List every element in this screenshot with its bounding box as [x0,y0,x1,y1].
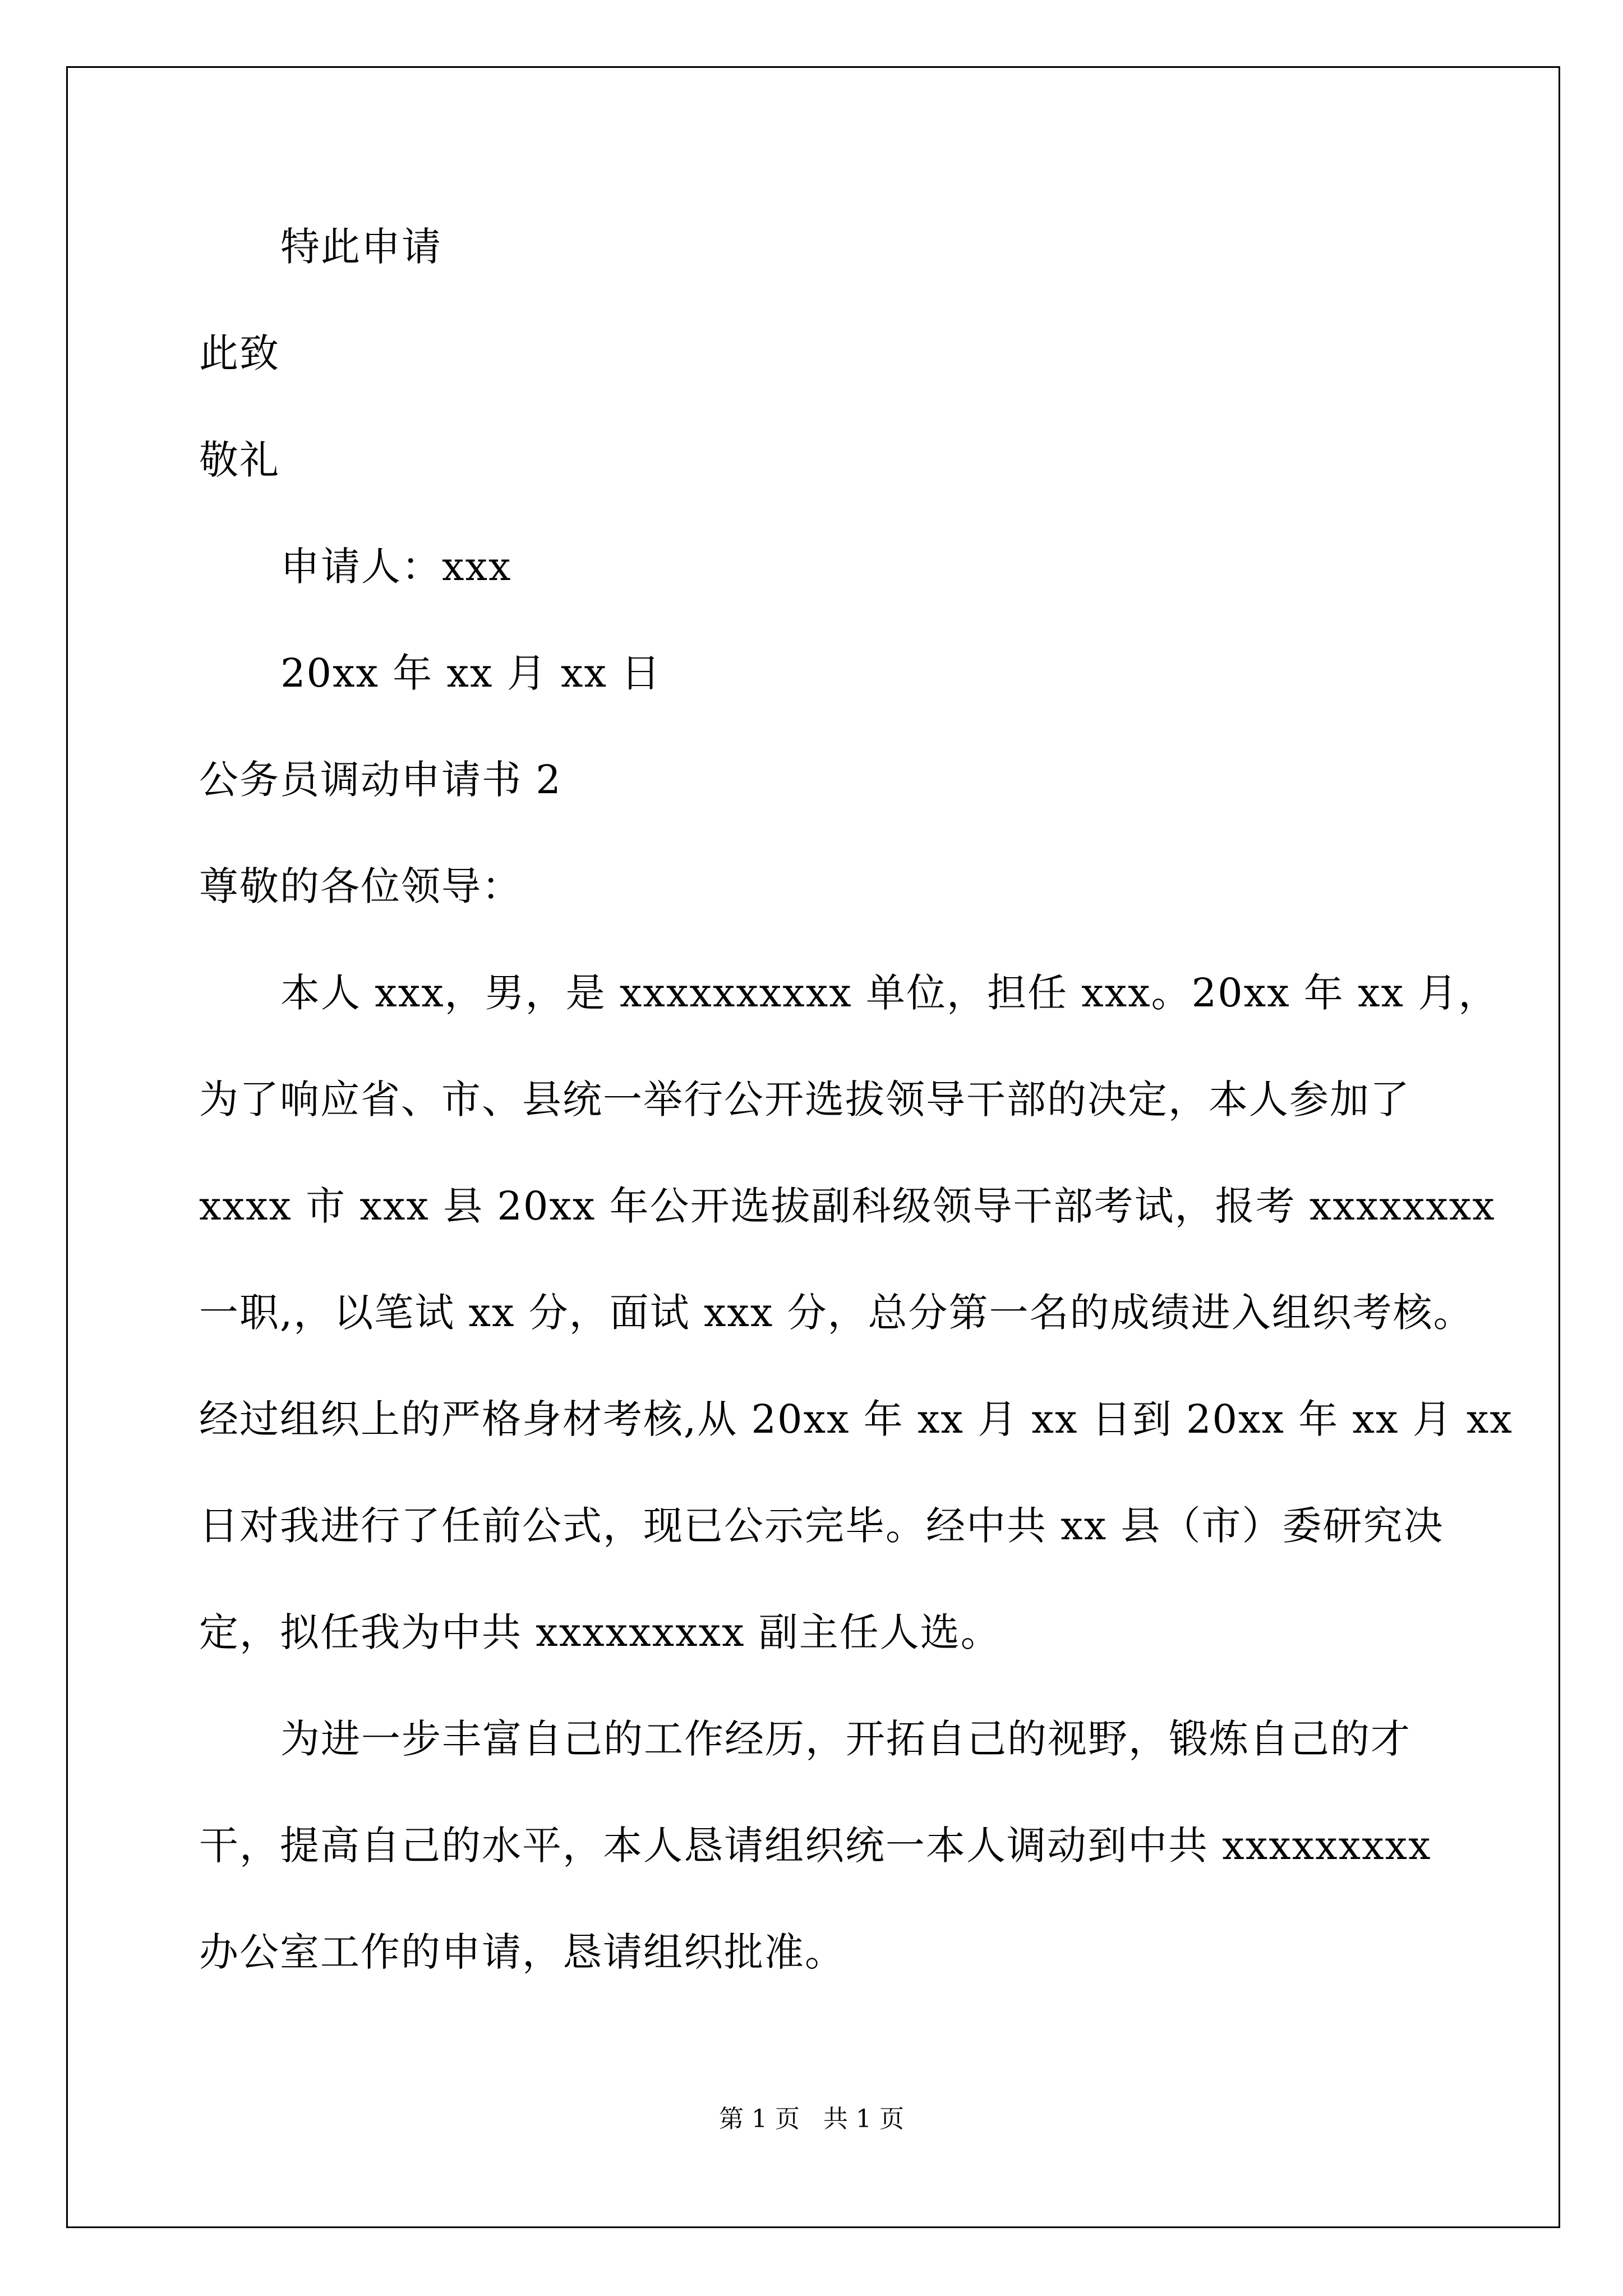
body-paragraph-line: xxxx 市 xxx 县 20xx 年公开选拔副科级领导干部考试，报考 xxxxxxxx [199,1183,1496,1229]
page-frame [66,66,1560,2228]
salutation-line: 此致 [199,330,280,376]
body-paragraph-line: 日对我进行了任前公式，现已公示完毕。经中共 xx 县（市）委研究决 [199,1503,1444,1549]
body-paragraph-line: 本人 xxx，男，是 xxxxxxxxxx 单位，担任 xxx。20xx 年 xx 月， [280,970,1499,1016]
body-paragraph-line: 经过组织上的严格身材考核,从 20xx 年 xx 月 xx 日到 20xx 年 xx 月 xx [199,1396,1513,1442]
page-number-footer: 第 1 页 共 1 页 [719,2105,904,2133]
body-paragraph-line: 定，拟任我为中共 xxxxxxxxx 副主任人选。 [199,1609,1001,1655]
applicant-line: 申请人：xxx [280,544,512,590]
section-heading: 公务员调动申请书 2 [199,757,562,803]
closing-request-line: 特此申请 [280,224,442,270]
date-line: 20xx 年 xx 月 xx 日 [280,650,662,696]
body-paragraph-line: 一职,，以笔试 xx 分，面试 xxx 分，总分第一名的成绩进入组织考核。 [199,1290,1474,1336]
regards-line: 敬礼 [199,437,280,483]
body-paragraph-line: 为进一步丰富自己的工作经历，开拓自己的视野，锻炼自己的才 [280,1716,1411,1762]
body-paragraph-line: 干，提高自己的水平，本人恳请组织统一本人调动到中共 xxxxxxxxx [199,1823,1432,1869]
greeting-line: 尊敬的各位领导： [199,863,522,909]
body-paragraph-line: 办公室工作的申请，恳请组织批准。 [199,1929,845,1975]
body-paragraph-line: 为了响应省、市、县统一举行公开选拔领导干部的决定，本人参加了 [199,1076,1410,1122]
